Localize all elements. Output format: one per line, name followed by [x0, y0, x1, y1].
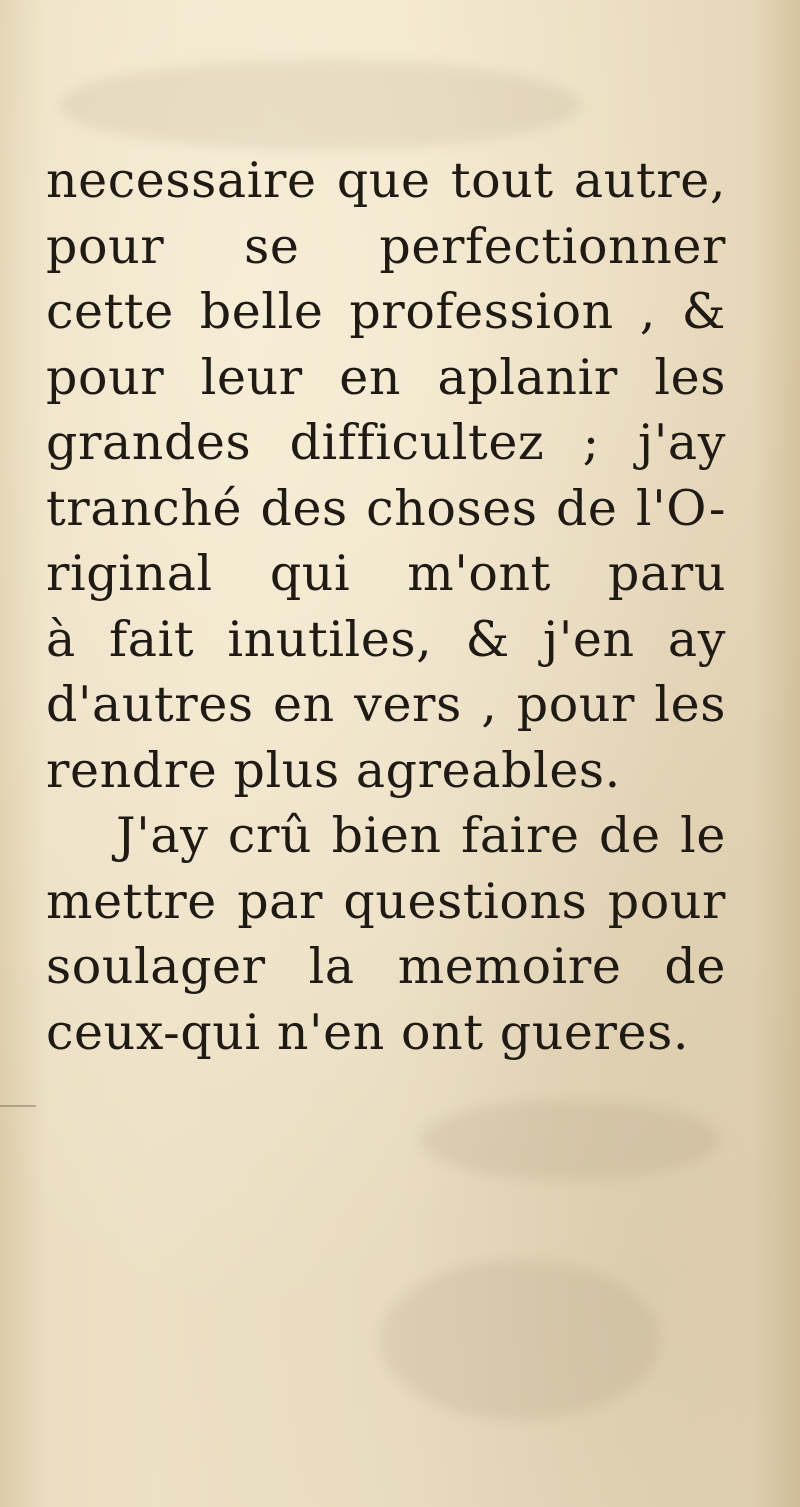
body-text: [46, 148, 726, 1065]
text-line-1: necessaire que tout autre,: [46, 152, 726, 209]
text-line-11: J'ay crû bien faire de le: [116, 807, 726, 864]
text-line-12: mettre par questions pour: [46, 872, 726, 930]
text-line-14: ceux-qui n'en ont gueres.: [46, 1003, 690, 1061]
text-line-5: grandes difficultez ; j'ay: [46, 414, 726, 471]
text-line-7: riginal qui m'ont paru: [46, 545, 726, 602]
text-line-10: rendre plus agreables.: [46, 741, 621, 799]
text-line-3: cette belle profession , &: [46, 283, 726, 340]
text-line-2: pour se perfectionner: [46, 217, 726, 275]
text-line-8: à fait inutiles, & j'en ay: [46, 610, 726, 668]
page-edge-mark: [0, 1105, 36, 1107]
text-line-6: tranché des choses de l'O-: [46, 479, 726, 537]
text-line-4: pour leur en aplanir les: [46, 348, 726, 406]
text-line-9: d'autres en vers , pour les: [46, 676, 726, 733]
text-line-13: soulager la memoire de: [46, 938, 726, 995]
